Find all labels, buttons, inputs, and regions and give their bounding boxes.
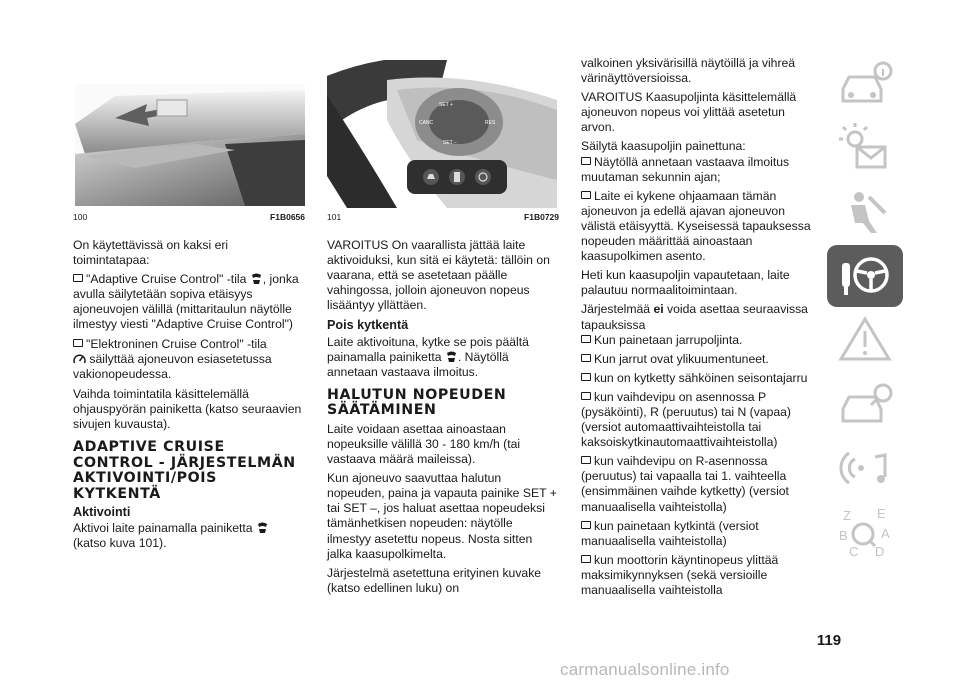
paragraph: Vaihda toimintatila käsittelemällä ohjauspyörän painiketta (katso seuraavien sivujen kuvausta). bbox=[73, 386, 302, 432]
paragraph: Järjestelmä asetettuna erityinen kuvake (katso edellinen luku) on bbox=[327, 565, 542, 595]
bullet-icon bbox=[73, 339, 83, 347]
figure-101-code: F1B0729 bbox=[524, 212, 559, 222]
paragraph: Laite voidaan asettaa ainoastaan nopeuksille välillä 30 - 180 km/h (tai vastaava määrä maileissa). bbox=[327, 421, 521, 467]
adaptive-cruise-icon bbox=[445, 351, 458, 363]
tab-driving[interactable] bbox=[827, 245, 903, 307]
list-item: kun on kytketty sähköinen seisontajarru bbox=[581, 371, 817, 386]
list-item: Näytöllä annetaan vastaava ilmoitus muutaman sekunnin ajan; bbox=[581, 154, 790, 184]
warning-paragraph: VAROITUS Kaasupoljinta käsittelemällä ajoneuvon nopeus voi ylittää asetetun arvon. bbox=[581, 90, 797, 135]
index-alphabet-icon bbox=[835, 504, 895, 560]
dashboard-car-info-icon bbox=[835, 59, 895, 109]
list-item: kun moottorin käyntinopeus ylittää maksimikynnyksen (sekä versioille manuaalisella vaihteistolla bbox=[581, 552, 779, 597]
paragraph: Järjestelmää ei voida asettaa seuraavissa tapauksissa bbox=[581, 302, 808, 332]
paragraph: Heti kun kaasupoljin vapautetaan, laite palautuu normaalitoimintaan. bbox=[581, 268, 790, 298]
figure-100-code: F1B0656 bbox=[270, 212, 305, 222]
list-item: Laite ei kykene ohjaamaan tämän ajoneuvon ja edellä ajavan ajoneuvon välistä etäisyyttä. Kyseisessä tapauksessa nopeuden määrittää ainoastaan kaasupolkimen asento. bbox=[581, 188, 811, 264]
tab-maintenance[interactable] bbox=[827, 373, 903, 435]
adaptive-cruise-icon bbox=[256, 522, 269, 534]
page-number: 119 bbox=[816, 632, 842, 649]
canc-label: CANC bbox=[419, 120, 434, 126]
list-b bbox=[581, 333, 817, 599]
svg-text:Z: Z bbox=[843, 508, 851, 523]
svg-text:C: C bbox=[849, 544, 859, 559]
set-plus-label: SET + bbox=[439, 102, 453, 108]
tab-emergency[interactable] bbox=[827, 309, 903, 371]
set-minus-label: SET − bbox=[443, 140, 457, 146]
bullet-icon bbox=[581, 555, 591, 563]
paragraph: Aktivoi laite painamalla painiketta (katso kuva 101). bbox=[73, 521, 305, 551]
column-2-text bbox=[327, 238, 559, 600]
intro-paragraph: On käytettävissä on kaksi eri toimintatapaa: bbox=[73, 238, 229, 268]
figure-100-car-image bbox=[75, 84, 305, 206]
paragraph: Kun ajoneuvo saavuttaa halutun nopeuden, paina ja vapauta painike SET + tai SET –, jos haluat asettaa nopeudeksi tämänhetkisen nopeuden: näytölle ilmestyy asetettu nopeus. Nosta sitten jalka kaasupolkimelta. bbox=[327, 471, 557, 561]
cruise-control-icon bbox=[73, 353, 86, 365]
svg-text:B: B bbox=[839, 528, 848, 543]
car-windshield-illustration bbox=[75, 84, 305, 206]
section-heading: ADAPTIVE CRUISE CONTROL - JÄRJESTELMÄN AKTIVOINTI/POIS KYTKENTÄ bbox=[73, 439, 296, 502]
steering-wheel-illustration bbox=[327, 60, 559, 208]
tab-index[interactable] bbox=[827, 501, 903, 563]
list-item: "Elektroninen Cruise Control" -tila säilyttää ajoneuvon esiasetetussa vakionopeudessa. bbox=[73, 336, 272, 381]
watermark: carmanualsonline.info bbox=[560, 660, 730, 679]
column-1-text bbox=[73, 238, 305, 555]
adaptive-cruise-icon bbox=[250, 273, 263, 285]
bullet-icon bbox=[73, 274, 83, 282]
bullet-icon bbox=[581, 354, 591, 362]
section-heading: HALUTUN NOPEUDEN SÄÄTÄMINEN bbox=[327, 386, 507, 419]
bullet-icon bbox=[581, 373, 591, 381]
emergency-warning-icon bbox=[835, 315, 895, 365]
safety-airbag-icon bbox=[835, 187, 895, 237]
list-item: kun vaihdevipu on asennossa P (pysäköinti), R (peruutus) tai N (vapaa) (versiot automaattivaihteistolla tai kaksoiskytkinautomaattivaihteistolla) bbox=[581, 389, 791, 450]
list-item: kun painetaan kytkintä (versiot manuaalisella vaihteistolla) bbox=[581, 518, 759, 548]
paragraph: Säilytä kaasupoljin painettuna: bbox=[581, 139, 746, 154]
subheading: Pois kytkentä bbox=[327, 318, 409, 333]
multimedia-icon bbox=[835, 443, 895, 493]
column-3-text bbox=[581, 56, 817, 602]
svg-text:D: D bbox=[875, 544, 885, 559]
paragraph: valkoinen yksivärisillä näytöillä ja vihreä värinäyttöversioissa. bbox=[581, 56, 796, 86]
tab-multimedia[interactable] bbox=[827, 437, 903, 499]
svg-text:E: E bbox=[877, 506, 886, 521]
list-item: Kun jarrut ovat ylikuumentuneet. bbox=[581, 352, 817, 367]
bullet-icon bbox=[581, 521, 591, 529]
tab-safety[interactable] bbox=[827, 181, 903, 243]
bullet-icon bbox=[581, 157, 591, 165]
res-label: RES bbox=[485, 120, 496, 126]
figure-101-number: 101 bbox=[327, 212, 342, 222]
maintenance-car-icon bbox=[835, 379, 895, 429]
list-item: kun vaihdevipu on R-asennossa (peruutus) tai vapaalla tai 1. vaihteella (ensimmäinen vaihde kytketty) (versiot manuaalisella vaihteistolla) bbox=[581, 454, 789, 514]
list-item: "Adaptive Cruise Control" -tila , jonka avulla säilytetään sopiva etäisyys ajoneuvojen välillä (mittaritaulun näytölle ilmestyy viesti "Adaptive Cruise Control") bbox=[73, 272, 299, 332]
figure-101-steering-wheel bbox=[327, 60, 559, 208]
bullet-icon bbox=[581, 456, 591, 464]
tab-dashboard[interactable] bbox=[827, 53, 903, 115]
tab-warning-lights[interactable] bbox=[827, 117, 903, 179]
list-item: Kun painetaan jarrupoljinta. bbox=[581, 333, 817, 348]
bullet-icon bbox=[581, 335, 591, 343]
driving-steering-wheel-icon bbox=[833, 249, 897, 303]
warning-light-message-icon bbox=[835, 123, 895, 173]
bullet-icon bbox=[581, 392, 591, 400]
paragraph: Laite aktivoituna, kytke se pois päältä painamalla painiketta . Näytöllä annetaan vastaava ilmoitus. bbox=[327, 334, 529, 379]
bullet-icon bbox=[581, 191, 591, 199]
subheading: Aktivointi bbox=[73, 505, 131, 520]
warning-paragraph: VAROITUS On vaarallista jättää laite aktivoiduksi, kun sitä ei käytetä: tällöin on vaarana, että se asetetaan päälle vahingossa, jolloin ajoneuvon nopeus lisääntyy yllättäen. bbox=[327, 238, 550, 313]
list-a bbox=[581, 155, 817, 265]
svg-text:A: A bbox=[881, 526, 890, 541]
figure-100-number: 100 bbox=[73, 212, 88, 222]
